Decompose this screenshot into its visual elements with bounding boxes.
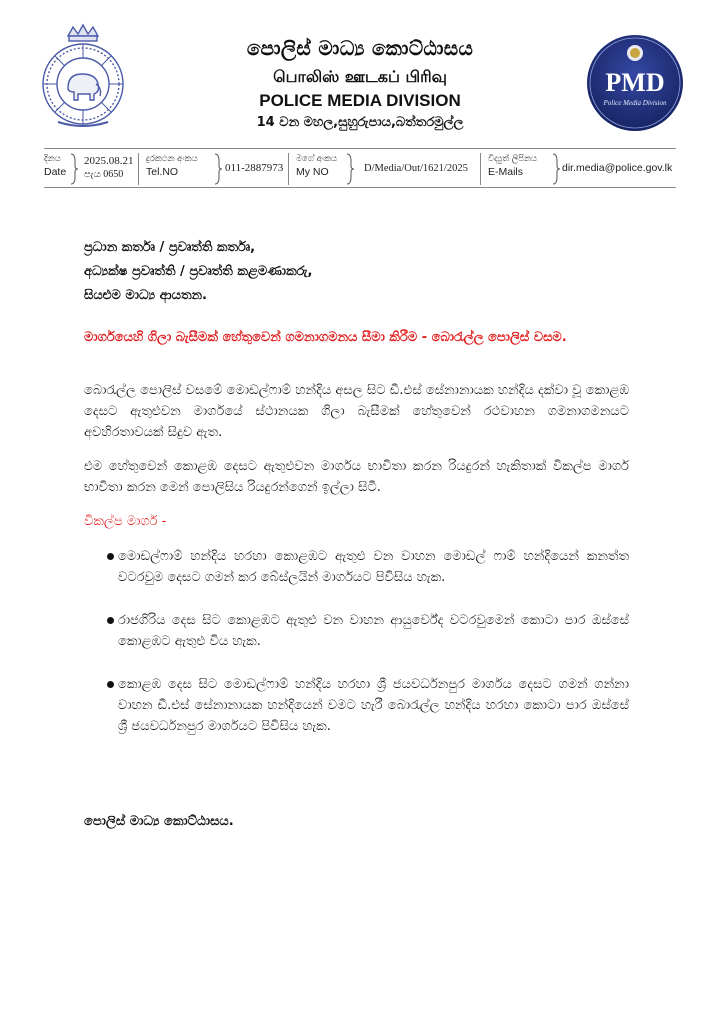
addressee-line: අධ්‍යක්ෂ ප්‍රවෘත්ති / ප්‍රවෘත්ති කළමණාකරු, (84, 264, 313, 279)
time-value: පැය 0650 (84, 169, 124, 180)
alternative-routes-list (84, 546, 629, 759)
body-paragraph: එම හේතුවෙන් කොළඹ දෙසට ඇතුළුවන මාර්ගය භාවිතා කරන රියදුරන් හැකිතාක් විකල්ප මාර්ග භාවිතා කරන මෙන් පොලිසිය රියදුරන්ගෙන් ඉල්ලා සිටී. (84, 459, 629, 495)
tel-value-cell (225, 162, 295, 202)
title-tamil: பொலிஸ் ஊடகப் பிரிவு (273, 67, 447, 86)
addressee-line: සියළුම මාධ්‍ය ආයතන. (84, 288, 207, 303)
tel-value: 011-2887973 (225, 162, 284, 174)
list-item (84, 546, 629, 588)
myno-value: D/Media/Out/1621/2025 (364, 163, 468, 174)
office-address: 14 වන මහල,සුහුරුපාය,බත්තරමුල්ල (256, 115, 464, 130)
addressee-line: ප්‍රධාන කර්තෘ / ප්‍රවෘත්ති කර්තෘ, (84, 240, 256, 255)
body-paragraph: බොරැල්ල පොලිස් වසමේ මොඩල්ෆාම් හන්දිය අසල සිට ඩී.එස් සේනානායක හන්දිය දක්වා වූ කොළඹ දෙසට ඇතුළුවන මාර්ගයේ ස්ථානයක ගිලා බැසීමක් හේතුවෙන් රථවාහන ගමනාගමනයට අවහිරතාවයක් සිදුව ඇත. (84, 383, 629, 440)
brace-icon (346, 153, 354, 185)
police-emblem-logo (38, 22, 128, 134)
list-item (84, 674, 629, 737)
email-value[interactable]: dir.media@police.gov.lk (562, 162, 673, 174)
pmd-logo-text: PMD (605, 68, 665, 97)
reference-info-bar (44, 148, 676, 188)
addressee-block (84, 236, 644, 308)
letterhead-titles (190, 34, 530, 134)
bullet-icon (107, 553, 114, 560)
title-english: POLICE MEDIA DIVISION (259, 91, 461, 110)
brace-icon (552, 153, 560, 185)
pmd-logo (582, 33, 688, 133)
date-value: 2025.08.21 (84, 155, 134, 167)
brace-icon (70, 153, 78, 185)
list-item (84, 610, 629, 652)
myno-value-cell (364, 162, 484, 202)
subject-heading: මාර්ගයෙහි ගිලා බැසීමක් හේතුවෙන් ගමනාගමනය සීමා කිරීම - බොරැල්ල පොලිස් වසම. (84, 330, 567, 345)
alternative-routes-heading: විකල්ප මාර්ග - (84, 514, 167, 529)
brace-icon (214, 153, 222, 185)
tel-label: දුරකථන අංකය Tel.NO (146, 154, 198, 178)
route-text: රාජගිරිය දෙස සිට කොළඹට ඇතුළු වන වාහන ආයුර්වේද වටරවුමෙන් කොටා පාර ඔස්සේ කොළඹට ඇතුළු විය හැක. (118, 613, 629, 649)
bullet-icon (107, 617, 114, 624)
signoff: පොලිස් මාධ්‍ය කොට්ඨාසය. (84, 814, 234, 829)
myno-label: මගේ අංකය My NO (296, 154, 338, 178)
title-sinhala: පොලිස් මාධ්‍ය කොට්ඨාසය (246, 36, 474, 60)
route-text: කොළඹ දෙස සිට මොඩල්ෆාම් හන්දිය හරහා ශ්‍රී ජයවර්ධනපුර මාර්ගය දෙසට ගමන් ගන්නා වාහන ඩී.එස් සේනානායක හන්දියෙන් වමට හැරී බොරැල්ල හන්දිය හරහා කොටා පාර ඔස්සේ ශ්‍රී ජයවර්ධනපුර මාර්ගයට පිවිසිය හැක. (118, 677, 629, 734)
date-label: දිනය Date (44, 154, 67, 178)
email-label: විද්‍යුත් ලිපිනය E-Mails (488, 154, 537, 178)
bullet-icon (107, 681, 114, 688)
email-value-cell (562, 162, 676, 202)
route-text: මොඩල්ෆාම් හන්දිය හරහා කොළඹට ඇතුළු වන වාහන මොඩල් ෆාම් හන්දියෙන් කනත්ත වටරවුම දෙසට ගමන් කර බේස්ලයින් මාර්ගයට පිවිසිය හැක. (118, 549, 629, 585)
date-values (84, 155, 154, 195)
pmd-logo-subtext: Police Media Division (603, 99, 667, 107)
